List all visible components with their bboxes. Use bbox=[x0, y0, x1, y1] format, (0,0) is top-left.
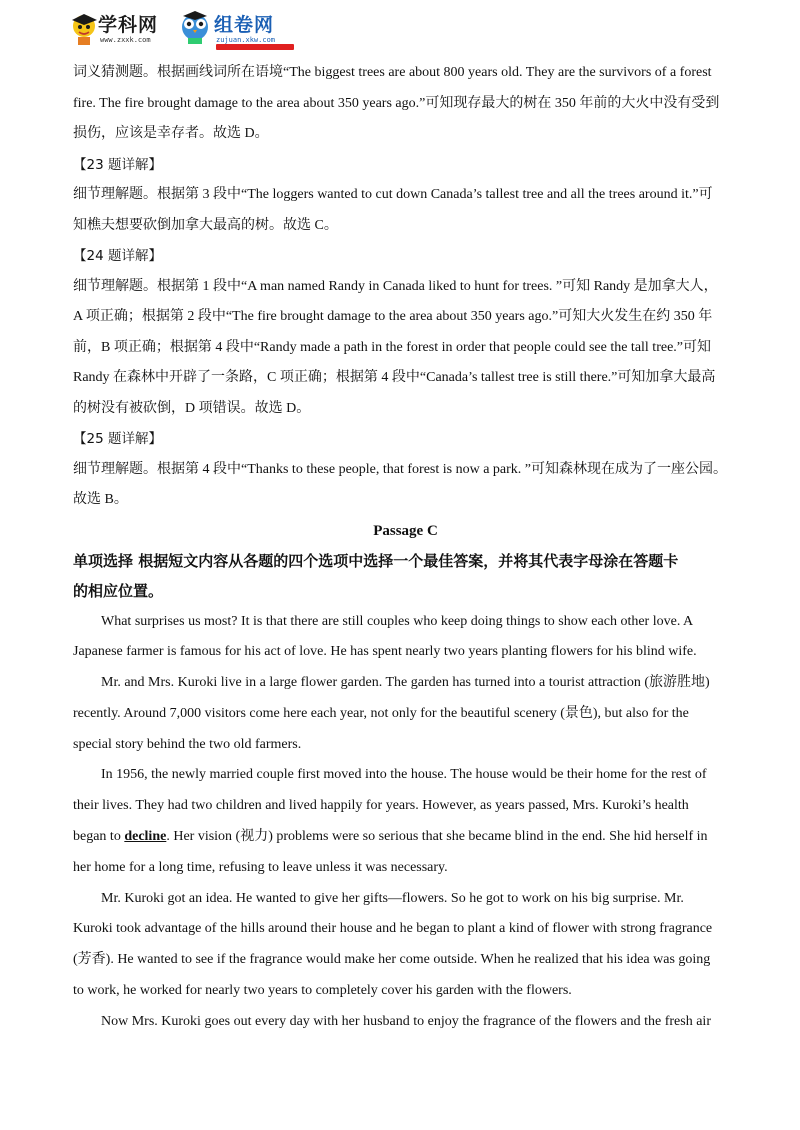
zujuan-logo-text: 组卷网 bbox=[214, 14, 275, 36]
passage-p2-line: special story behind the two old farmers. bbox=[73, 736, 302, 752]
q24-line: Randy 在森林中开辟了一条路，C 项正确；根据第 4 段中“Canada’s tallest tree is still there.”可知加拿大最高 bbox=[73, 370, 716, 385]
passage-p4-line: (芳香). He wanted to see if the fragrance would make her come outside. When he realized that his idea was going bbox=[73, 952, 711, 968]
q24-line: 的树没有被砍倒，D 项错误。故选 D。 bbox=[73, 400, 311, 416]
explanation-line: fire. The fire brought damage to the area about 350 years ago.”可知现存最大的树在 350 年前的大火中没有受到 bbox=[73, 95, 720, 111]
passage-p4-line: to work, he worked for nearly two years to completely cover his garden with the flowers. bbox=[73, 983, 572, 999]
passage-p3-line bbox=[73, 822, 738, 853]
p3-text-after: . Her vision (视力) problems were so serious that she became blind in the end. She hid herself in bbox=[166, 829, 708, 845]
passage-p3-line: In 1956, the newly married couple first moved into the house. The house would be their home for the rest of bbox=[101, 767, 707, 783]
passage-title: Passage C bbox=[373, 522, 438, 539]
passage-p2-line: Mr. and Mrs. Kuroki live in a large flower garden. The garden has turned into a tourist attraction (旅游胜地) bbox=[101, 675, 710, 691]
q25-line: 故选 B。 bbox=[73, 492, 128, 507]
passage-p3-line: their lives. They had two children and lived happily for years. However, as years passed, Mrs. Kuroki’s health bbox=[73, 798, 689, 814]
zujuan-logo bbox=[178, 8, 338, 52]
passage-p5-line: Now Mrs. Kuroki goes out every day with her husband to enjoy the fragrance of the flowers and the fresh air bbox=[101, 1013, 711, 1029]
passage-p4-line: Mr. Kuroki got an idea. He wanted to give her gifts—flowers. So he got to work on his big surprise. Mr. bbox=[101, 890, 684, 906]
zxxk-logo-text: 学科网 bbox=[98, 14, 159, 36]
q23-line: 细节理解题。根据第 3 段中“The loggers wanted to cut down Canada’s tallest tree and all the trees around it.”可 bbox=[73, 187, 713, 202]
zxxk-logo bbox=[70, 8, 175, 52]
underlined-word-decline: decline bbox=[124, 829, 167, 845]
passage-p3-line: her home for a long time, refusing to leave unless it was necessary. bbox=[73, 859, 448, 875]
passage-p1-line: What surprises us most? It is that there are still couples who keep doing things to show each other love. A bbox=[101, 613, 694, 629]
owl-mascot-icon bbox=[178, 8, 212, 46]
q25-line: 细节理解题。根据第 4 段中“Thanks to these people, that forest is now a park. ”可知森林现在成为了一座公园。 bbox=[73, 461, 728, 477]
explanation-line: 词义猜测题。根据画线词所在语境“The biggest trees are about 800 years old. They are the survivors of a forest bbox=[73, 65, 712, 80]
q25-label: 【25 题详解】 bbox=[73, 431, 162, 447]
page-header bbox=[70, 8, 370, 52]
q24-line: 前，B 项正确；根据第 4 段中“Randy made a path in the forest in order that people could see the tall tree.”可知 bbox=[73, 339, 712, 355]
zujuan-logo-url: zujuan.xkw.com bbox=[216, 36, 276, 44]
logo-badge bbox=[216, 44, 294, 50]
passage-p2-line: recently. Around 7,000 visitors come here each year, not only for the beautiful scenery (景色), but also for the bbox=[73, 705, 689, 721]
instruction-line: 单项选择 根据短文内容从各题的四个选项中选择一个最佳答案，并将其代表字母涂在答题卡 bbox=[73, 551, 679, 570]
mascot-icon bbox=[70, 10, 100, 46]
q24-line: A 项正确；根据第 2 段中“The fire brought damage to the area about 350 years ago.”可知大火发生在约 350 年 bbox=[73, 309, 713, 324]
zxxk-logo-url: www.zxxk.com bbox=[100, 36, 151, 44]
q23-label: 【23 题详解】 bbox=[73, 156, 162, 173]
explanation-line: 损伤，应该是幸存者。故选 D。 bbox=[73, 126, 269, 141]
q23-line: 知樵夫想要砍倒加拿大最高的树。故选 C。 bbox=[73, 217, 338, 233]
passage-p4-line: Kuroki took advantage of the hills around their house and he began to plant a kind of flower with strong fragrance bbox=[73, 921, 713, 937]
passage-p1-line: Japanese farmer is famous for his act of love. He has spent nearly two years planting flowers for his blind wife. bbox=[73, 644, 697, 660]
document-body bbox=[73, 58, 738, 1038]
q24-line: 细节理解题。根据第 1 段中“A man named Randy in Canada liked to hunt for trees. ”可知 Randy 是加拿大人， bbox=[73, 278, 718, 294]
p3-text-before: began to bbox=[73, 829, 125, 845]
instruction-line: 的相应位置。 bbox=[73, 582, 164, 600]
q24-label: 【24 题详解】 bbox=[73, 248, 162, 264]
